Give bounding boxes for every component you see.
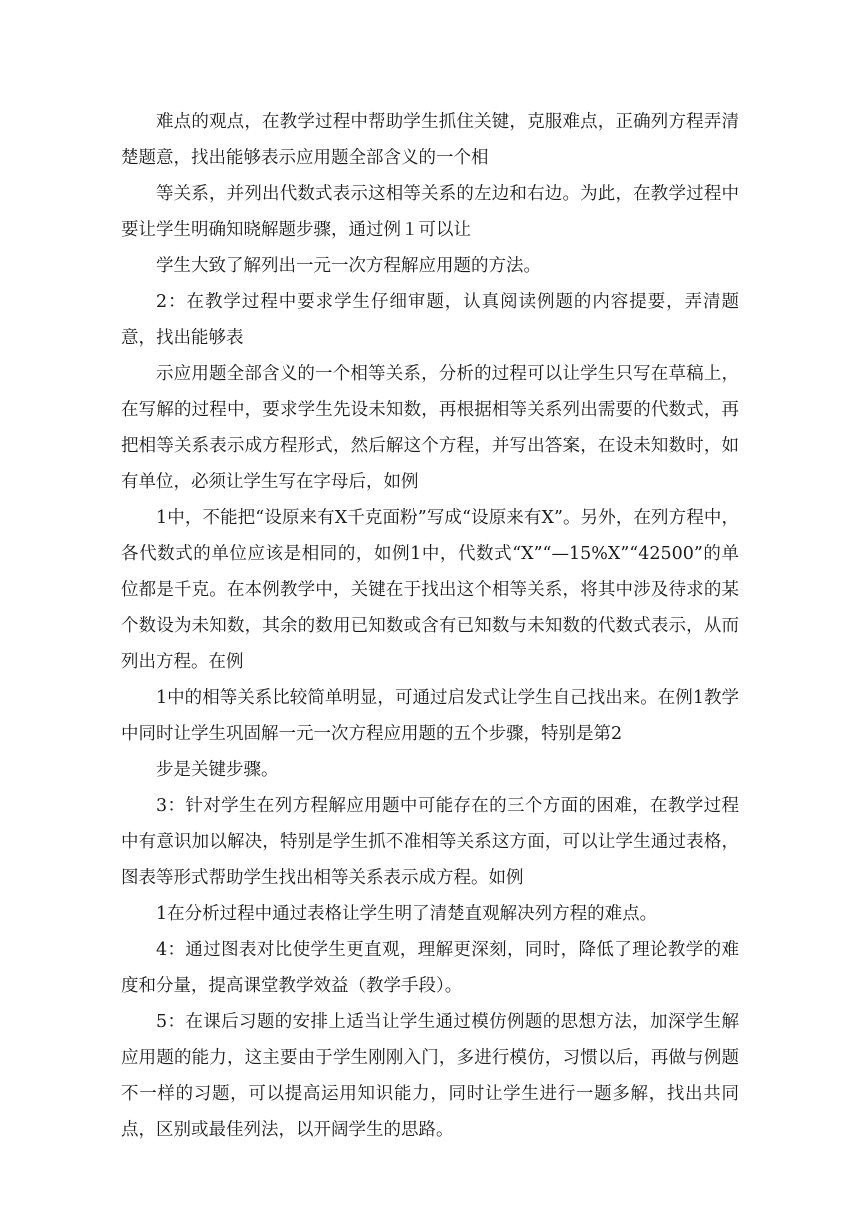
paragraph-9: 3：针对学生在列方程解应用题中可能存在的三个方面的困难，在教学过程中有意识加以解决，特别是学生抓不准相等关系这方面，可以让学生通过表格，图表等形式帮助学生找出相等关系表示成方程。如例 <box>121 796 739 888</box>
paragraph-5: 示应用题全部含义的一个相等关系，分析的过程可以让学生只写在草稿上，在写解的过程中，要求学生先设未知数，再根据相等关系列出需要的代数式，再把相等关系表示成方程形式，然后解这个方程，并写出答案，在设未知数时，如有单位，必须让学生写在字母后，如例 <box>121 364 739 492</box>
paragraph-8: 步是关键步骤。 <box>156 760 279 780</box>
paragraph-11: 4：通过图表对比使学生更直观，理解更深刻，同时，降低了理论教学的难度和分量，提高课堂教学效益（教学手段）。 <box>121 940 739 996</box>
paragraph-3: 学生大致了解列出一元一次方程解应用题的方法。 <box>156 256 541 276</box>
paragraph-2: 等关系，并列出代数式表示这相等关系的左边和右边。为此，在教学过程中要让学生明确知晓解题步骤，通过例１可以让 <box>121 184 739 240</box>
paragraph-6: 1中，不能把“设原来有X千克面粉”写成“设原来有X”。另外，在列方程中，各代数式的单位应该是相同的，如例1中，代数式“X”“—15%X”“42500”的单位都是千克。在本例教学中，关键在于找出这个相等关系，将其中涉及待求的某个数设为未知数，其余的数用已知数或含有已知数与未知数的代数式表示，从而列出方程。在例 <box>121 508 739 672</box>
paragraph-4: 2：在教学过程中要求学生仔细审题，认真阅读例题的内容提要，弄清题意，找出能够表 <box>121 292 739 348</box>
paragraph-12: 5：在课后习题的安排上适当让学生通过模仿例题的思想方法，加深学生解应用题的能力，这主要由于学生刚刚入门，多进行模仿，习惯以后，再做与例题不一样的习题，可以提高运用知识能力，同时让学生进行一题多解，找出共同点，区别或最佳列法，以开阔学生的思路。 <box>121 1012 739 1140</box>
paragraph-7: 1中的相等关系比较简单明显，可通过启发式让学生自己找出来。在例1教学中同时让学生巩固解一元一次方程应用题的五个步骤，特别是第2 <box>121 688 739 744</box>
paragraph-10: 1在分析过程中通过表格让学生明了清楚直观解决列方程的难点。 <box>156 904 658 924</box>
paragraph-1: 难点的观点，在教学过程中帮助学生抓住关键，克服难点，正确列方程弄清楚题意，找出能够表示应用题全部含义的一个相 <box>121 112 739 168</box>
